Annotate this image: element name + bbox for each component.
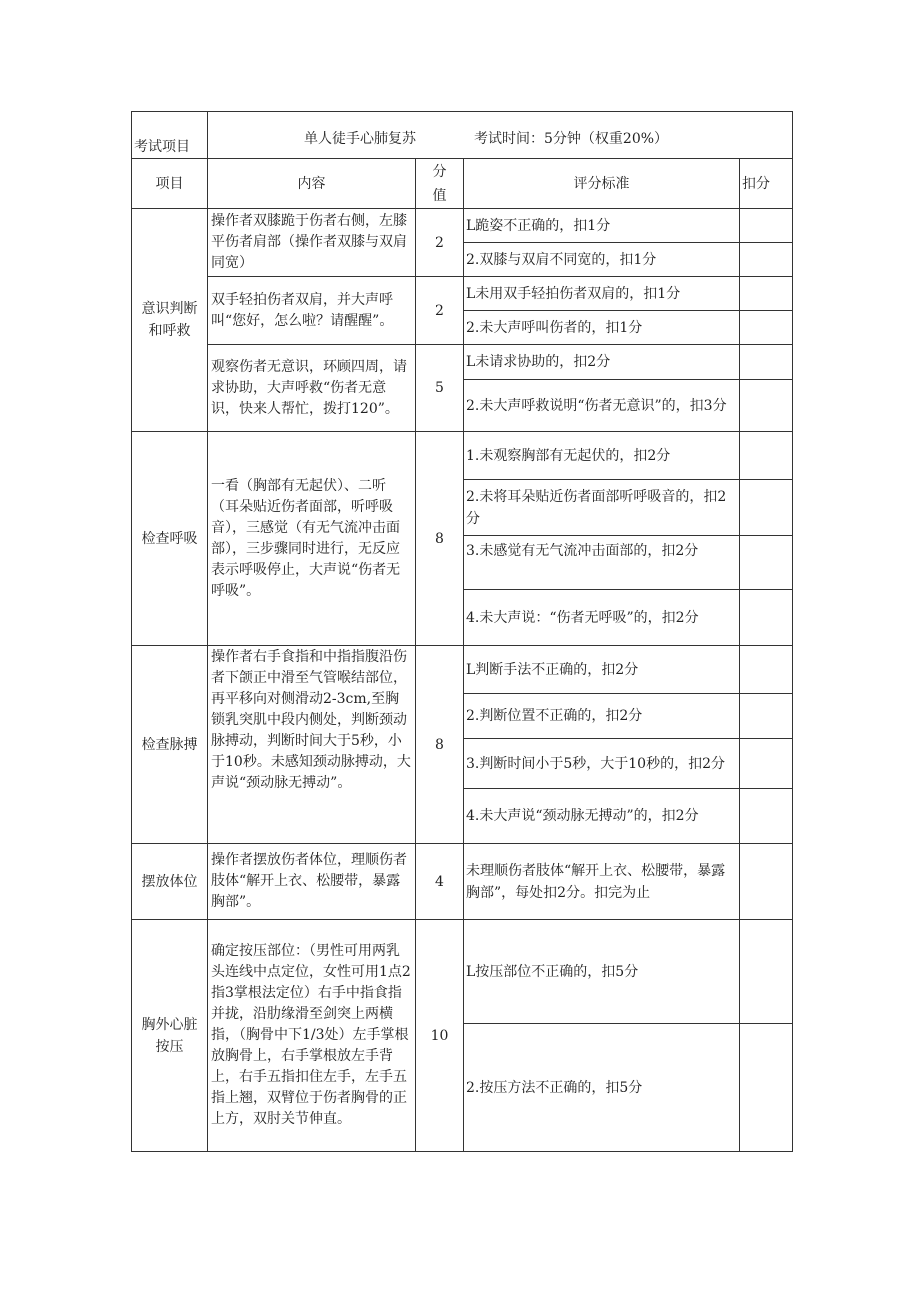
- table-row: [132, 209, 793, 243]
- deduct-cell[interactable]: [740, 380, 793, 432]
- row-content: 操作者右手食指和中指指腹沿伤者下颌正中滑至气管喉结部位，再平移向对侧滑动2-3cm,至胸锁乳突肌中段内侧处，判断颈动脉搏动，判断时间大于5秒，小于10秒。未感知颈动脉搏动，大声说“颈动脉无搏动”。: [208, 646, 416, 844]
- deduct-cell[interactable]: [740, 739, 793, 789]
- deduct-cell[interactable]: [740, 311, 793, 345]
- criterion: 2.双膝与双肩不同宽的，扣1分: [464, 243, 740, 277]
- criterion: 2.判断位置不正确的，扣2分: [464, 694, 740, 739]
- exam-label: 考试项目: [132, 112, 208, 159]
- section-name: 胸外心脏按压: [132, 920, 208, 1152]
- row-score: 8: [416, 432, 464, 646]
- col-item: 项目: [132, 159, 208, 209]
- section-name: 检查呼吸: [132, 432, 208, 646]
- criterion: 4.未大声说“颈动脉无搏动”的，扣2分: [464, 789, 740, 844]
- exam-title: 单人徒手心肺复苏: [304, 131, 416, 147]
- section-name: 检查脉搏: [132, 646, 208, 844]
- scoring-table: [131, 111, 793, 1152]
- section-name: 摆放体位: [132, 844, 208, 920]
- table-row: [132, 432, 793, 480]
- col-score: 分值: [416, 159, 464, 209]
- deduct-cell[interactable]: [740, 536, 793, 590]
- section-name: 意识判断和呼救: [132, 209, 208, 432]
- row-score: 2: [416, 209, 464, 277]
- col-content: 内容: [208, 159, 416, 209]
- scoring-sheet: [131, 111, 792, 1152]
- table-row: [132, 920, 793, 1024]
- col-deduct: 扣分: [740, 159, 793, 209]
- deduct-cell[interactable]: [740, 694, 793, 739]
- criterion: 3.判断时间小于5秒，大于10秒的，扣2分: [464, 739, 740, 789]
- criterion: 4.未大声说：“伤者无呼吸”的，扣2分: [464, 590, 740, 646]
- deduct-cell[interactable]: [740, 209, 793, 243]
- row-content: 观察伤者无意识，环顾四周，请求协助，大声呼救“伤者无意识，快来人帮忙，拨打120”。: [208, 345, 416, 432]
- deduct-cell[interactable]: [740, 646, 793, 694]
- table-row: [132, 345, 793, 380]
- row-content: 一看（胸部有无起伏）、二听（耳朵贴近伤者面部，听呼吸音），三感觉（有无气流冲击面部），三步骤同时进行，无反应表示呼吸停止，大声说“伤者无呼吸”。: [208, 432, 416, 646]
- row-content: 双手轻拍伤者双肩，并大声呼叫“您好，怎么啦？请醒醒”。: [208, 277, 416, 345]
- row-content: 操作者摆放伤者体位，理顺伤者肢体“解开上衣、松腰带，暴露胸部”。: [208, 844, 416, 920]
- deduct-cell[interactable]: [740, 243, 793, 277]
- row-score: 8: [416, 646, 464, 844]
- deduct-cell[interactable]: [740, 432, 793, 480]
- row-content: 确定按压部位：（男性可用两乳头连线中点定位，女性可用1点2指3掌根法定位）右手中指食指并拢，沿肋缘滑至剑突上两横指，（胸骨中下1/3处）左手掌根放胸骨上，右手掌根放左手背上，右手五指扣住左手，左手五指上翘，双臂位于伤者胸骨的正上方，双肘关节伸直。: [208, 920, 416, 1152]
- row-score: 2: [416, 277, 464, 345]
- criterion: L未请求协助的，扣2分: [464, 345, 740, 380]
- exam-time: 考试时间：5分钟（权重20%）: [474, 131, 669, 147]
- criterion: 2.未大声呼救说明“伤者无意识”的，扣3分: [464, 380, 740, 432]
- deduct-cell[interactable]: [740, 789, 793, 844]
- deduct-cell[interactable]: [740, 345, 793, 380]
- criterion: L跪姿不正确的，扣1分: [464, 209, 740, 243]
- row-score: 4: [416, 844, 464, 920]
- deduct-cell[interactable]: [740, 590, 793, 646]
- col-criteria: 评分标准: [464, 159, 740, 209]
- criterion: 2.未将耳朵贴近伤者面部听呼吸音的，扣2分: [464, 480, 740, 536]
- row-score: 5: [416, 345, 464, 432]
- criterion: 3.未感觉有无气流冲击面部的，扣2分: [464, 536, 740, 590]
- deduct-cell[interactable]: [740, 277, 793, 311]
- column-header-row: [132, 159, 793, 209]
- header-row: [132, 112, 793, 159]
- deduct-cell[interactable]: [740, 1024, 793, 1152]
- deduct-cell[interactable]: [740, 844, 793, 920]
- deduct-cell[interactable]: [740, 920, 793, 1024]
- criterion: 1.未观察胸部有无起伏的，扣2分: [464, 432, 740, 480]
- criterion: 2.按压方法不正确的，扣5分: [464, 1024, 740, 1152]
- row-content: 操作者双膝跪于伤者右侧，左膝平伤者肩部（操作者双膝与双肩同宽）: [208, 209, 416, 277]
- criterion: 2.未大声呼叫伤者的，扣1分: [464, 311, 740, 345]
- exam-title-cell: [208, 112, 793, 159]
- criterion: 未理顺伤者肢体“解开上衣、松腰带，暴露胸部”，每处扣2分。扣完为止: [464, 844, 740, 920]
- table-row: [132, 277, 793, 311]
- criterion: L未用双手轻拍伤者双肩的，扣1分: [464, 277, 740, 311]
- criterion: L按压部位不正确的，扣5分: [464, 920, 740, 1024]
- row-score: 10: [416, 920, 464, 1152]
- table-row: [132, 844, 793, 920]
- criterion: L判断手法不正确的，扣2分: [464, 646, 740, 694]
- table-row: [132, 646, 793, 694]
- deduct-cell[interactable]: [740, 480, 793, 536]
